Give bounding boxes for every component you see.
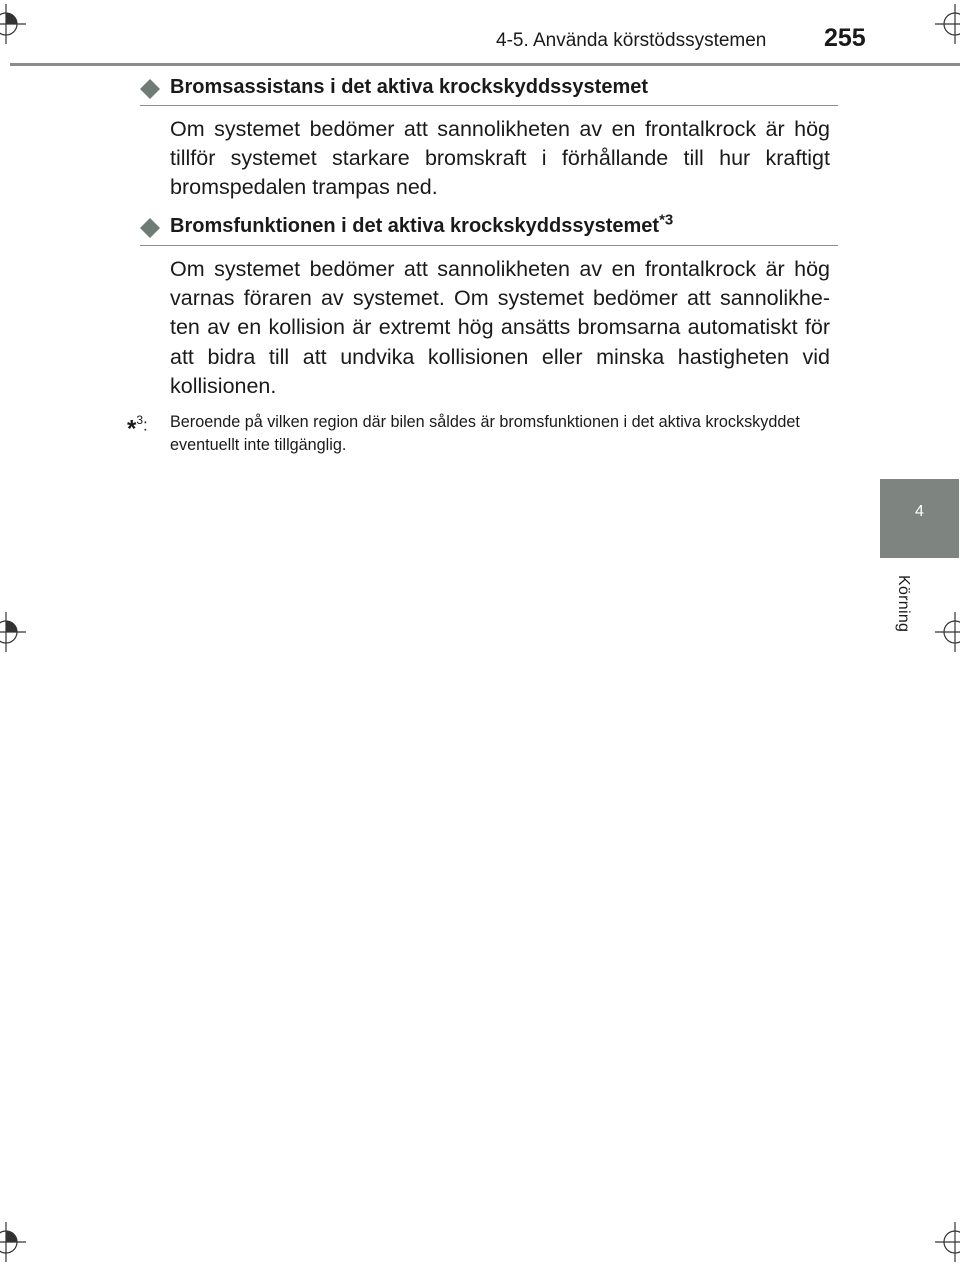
footnote-separator: : [143,415,148,435]
footnote-star: * [127,415,137,443]
section-heading-text: Bromsassistans i det aktiva krockskyddssystemet [170,76,649,98]
crop-mark-top-right-icon [935,4,960,44]
diamond-bullet-icon [140,79,160,99]
section-body: Om systemet bedömer att sannolikheten av en frontalkrock är hög tillför systemet starkare bromskraft i förhållande till hur kraftigt bromspedalen trampas ned. [170,117,830,200]
page-number: 255 [824,24,866,52]
section-heading-label: Bromsfunktionen i det aktiva krockskyddssystemet [170,215,660,237]
chapter-tab-number: 4 [915,503,924,520]
crop-mark-bottom-left-icon [0,1222,26,1262]
crop-mark-bottom-right-icon [935,1222,960,1262]
footnote-marker [127,409,148,441]
footnote-number: 3 [136,413,144,427]
footnote-reference: *3 [659,211,674,229]
crop-mark-mid-left-icon [0,612,26,652]
section-body: Om systemet bedömer att sannolikheten av en frontalkrock är hög varnas föraren av systemet. Om systemet bedömer att sannolikhe-ten av en kollision är extremt hög ansätts bromsarna automatiskt för att bidra till att undvika kollisionen eller minska hastigheten vid kollisionen. [170,257,830,398]
crop-mark-top-left-icon [0,4,26,44]
running-header-section: 4-5. Använda körstödssystemen [496,30,767,51]
chapter-tab [880,479,959,558]
section-heading [140,211,838,246]
chapter-tab-label: Körning [895,575,912,633]
diamond-bullet-icon [140,218,160,238]
section-heading-text [140,211,838,238]
header-rule [10,63,960,66]
footnote-text: Beroende på vilken region där bilen såldes är bromsfunktionen i det aktiva krockskyddet eventuellt inte tillgänglig. [170,413,800,454]
section-heading [140,75,838,106]
crop-mark-mid-right-icon [935,612,960,652]
